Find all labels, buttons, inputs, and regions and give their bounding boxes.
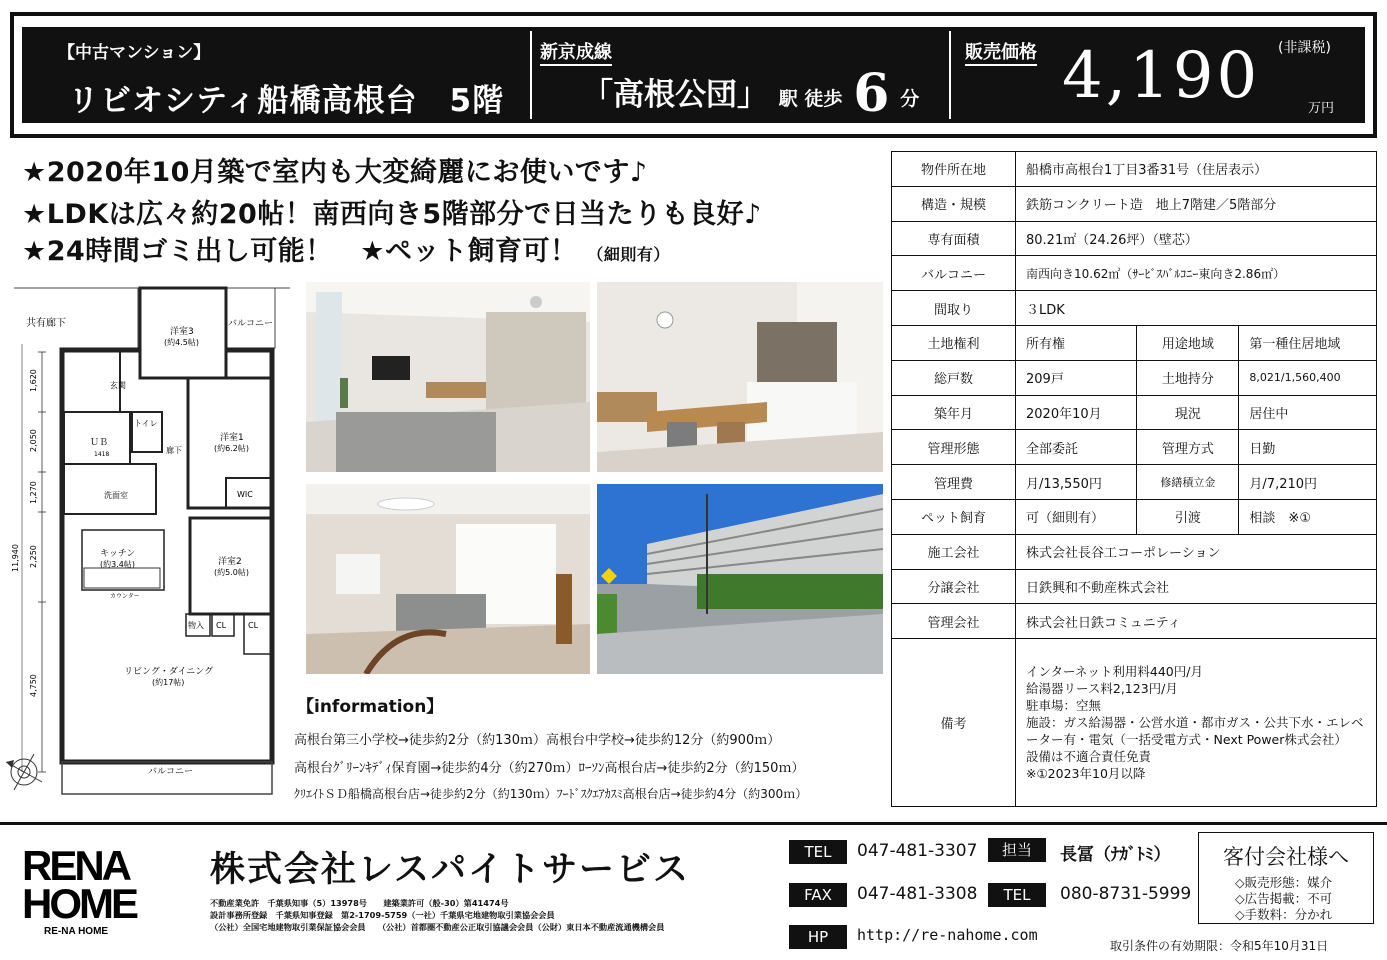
kitchen-label: キッチン: [100, 549, 136, 559]
spec-row: [892, 534, 1377, 569]
agent-notice-line: ◇販売形態：媒介: [1235, 875, 1333, 890]
property-name: リビオシティ船橋高根台 5階: [68, 83, 505, 119]
spec-key: 引渡: [1137, 499, 1239, 534]
spec-row: [892, 152, 1377, 187]
room3-size: (約4.5帖): [164, 338, 199, 347]
info-line: 高根台ｸﾞﾘｰﾝｷﾃﾞｨ保育園→徒歩約4分（約270ｍ）ﾛｰｿﾝ高根台店→徒歩約2分（約150ｍ）: [294, 761, 805, 776]
mobile-tel-number[interactable]: 080-8731-5999: [1060, 884, 1192, 904]
spec-value: 209戸: [1016, 360, 1137, 395]
room2-size: (約5.0帖): [214, 568, 249, 577]
corridor-label: 共有廊下: [26, 318, 66, 329]
ldk-label: リビング・ダイニング: [124, 667, 214, 677]
license-line: （公社）全国宅地建物取引業保証協会会員 （公社）首都圏不動産公正取引協議会会員（公財）東日本不動産流通機構会員: [210, 922, 665, 932]
spec-key: 施工会社: [892, 534, 1016, 569]
room1-size: (約6.2帖): [214, 444, 249, 453]
info-line: 高根台第三小学校→徒歩約2分（約130ｍ）高根台中学校→徒歩約12分（約900ｍ）: [294, 733, 781, 748]
ldk-size: (約17帖): [152, 678, 185, 687]
spec-value: 2020年10月: [1016, 395, 1137, 430]
spec-value: 可（細則有）: [1016, 499, 1137, 534]
spec-row: [892, 604, 1377, 639]
counter-label: カウンター: [110, 593, 140, 600]
spec-value: 船橋市高根台1丁目3番31号（住居表示）: [1016, 152, 1377, 187]
photo-exterior: [597, 484, 883, 674]
wic-label: WIC: [237, 490, 253, 499]
room3-label: 洋室3: [170, 327, 194, 337]
balcony-top-label: バルコニー: [228, 319, 274, 329]
dim-total: 11,940: [11, 544, 20, 572]
price-value: 4,190: [1062, 39, 1261, 113]
spec-row: [892, 465, 1377, 500]
spec-value: 鉄筋コンクリート造 地上7階建／5階部分: [1016, 186, 1377, 221]
spec-key: 物件所在地: [892, 152, 1016, 187]
room1-label: 洋室1: [220, 433, 244, 443]
license-line: 設計事務所登録 千葉県知事登録 第2-1709-5759（一社）千葉県宅地建物取引業協会会員: [210, 910, 555, 920]
compass-icon: [6, 754, 42, 790]
spec-value: 月/7,210円: [1239, 465, 1377, 500]
headline-3: [22, 229, 670, 268]
spec-value: ３LDK: [1016, 291, 1377, 326]
spec-key: バルコニー: [892, 256, 1016, 291]
remarks-line: 給湯器リース料2,123円/月: [1026, 681, 1178, 697]
remarks-cell: [1016, 639, 1377, 807]
spec-key: 分譲会社: [892, 569, 1016, 604]
toilet-label: トイレ: [134, 419, 158, 428]
closet-label: CL: [248, 621, 259, 630]
spec-value: 日鉄興和不動産株式会社: [1016, 569, 1377, 604]
mobile-tel-label: TEL: [988, 883, 1046, 907]
floor-plan: [0, 282, 296, 814]
spec-key: ペット飼育: [892, 499, 1016, 534]
logo-text: RENA: [22, 844, 130, 889]
spec-row: [892, 186, 1377, 221]
spec-row: [892, 360, 1377, 395]
remarks-line: 施設：ガス給湯器・公営水道・都市ガス・公共下水・エレベーター有・電気（一括受電方式・Next Power株式会社）: [1026, 715, 1364, 748]
remarks-line: インターネット利用料440円/月: [1026, 664, 1203, 680]
spec-value: 80.21㎡（24.26坪）（壁芯）: [1016, 221, 1377, 256]
agent-notice-line: ◇手数料：分かれ: [1235, 907, 1333, 922]
spec-key: 管理形態: [892, 430, 1016, 465]
spec-key: 築年月: [892, 395, 1016, 430]
spec-row: [892, 430, 1377, 465]
footer-divider: [0, 822, 1387, 825]
price-label: 販売価格: [965, 38, 1037, 66]
info-title: 【information】: [297, 697, 444, 717]
spec-value: 日勤: [1239, 430, 1377, 465]
headline-3-main: ★24時間ゴミ出し可能！ ★ペット飼育可！: [22, 236, 578, 267]
spec-row: [892, 639, 1377, 807]
fax-number: 047-481-3308: [857, 884, 978, 904]
agent-notice-box: [1198, 832, 1374, 924]
dim-2: 2,050: [29, 429, 38, 452]
photo-dining-kitchen: [597, 282, 883, 472]
spec-key: 修繕積立金: [1137, 465, 1239, 500]
spec-row: [892, 499, 1377, 534]
spec-key: 土地権利: [892, 325, 1016, 360]
agent-notice-line: ◇広告掲載：不可: [1235, 891, 1333, 906]
info-line: ｸﾘｴｲﾄＳＤ船橋高根台店→徒歩約2分（約130ｍ）ﾌｰﾄﾞｽｸｴｱｶｽﾐ高根台店→徒歩約4分（約300ｍ）: [294, 787, 808, 801]
spec-value: 居住中: [1239, 395, 1377, 430]
staff-name: 長冨（ﾅｶﾞﾄﾐ）: [1060, 845, 1171, 865]
remarks-line: 設備は不適合責任免責: [1026, 749, 1152, 765]
validity-note: 取引条件の有効期限：令和5年10月31日: [1110, 939, 1329, 953]
station-suffix: 駅 徒歩: [778, 88, 843, 110]
property-type: 【中古マンション】: [58, 43, 211, 63]
tel-label: TEL: [789, 840, 847, 864]
dim-3: 1,270: [29, 481, 38, 504]
dim-5: 4,750: [29, 674, 38, 697]
spec-key: 備考: [892, 639, 1016, 807]
hp-label: HP: [789, 925, 847, 949]
closet-label: CL: [216, 621, 227, 630]
room2-label: 洋室2: [218, 557, 242, 567]
spec-row: [892, 256, 1377, 291]
spec-key: 管理費: [892, 465, 1016, 500]
spec-row: [892, 325, 1377, 360]
spec-key: 専有面積: [892, 221, 1016, 256]
price-unit: 万円: [1308, 101, 1335, 116]
spec-row: [892, 291, 1377, 326]
spec-key: 用途地域: [1137, 325, 1239, 360]
header-divider: [949, 31, 951, 119]
station-name: 「高根公団」: [582, 77, 768, 113]
headline-3-note: （細則有）: [587, 245, 670, 264]
spec-value: 相談 ※①: [1239, 499, 1377, 534]
train-line-label: 新京成線: [540, 38, 612, 66]
tax-note: (非課税): [1278, 40, 1331, 56]
walk-unit: 分: [900, 88, 920, 110]
station-access: [582, 63, 919, 124]
header-divider: [530, 31, 532, 119]
entrance-label: 玄関: [110, 381, 126, 390]
license-line: 不動産業免許 千葉県知事（5）13978号 建築業許可（般-30）第41474号: [210, 898, 509, 908]
staff-label: 担当: [988, 838, 1046, 862]
logo-subtext: RE-NA HOME: [44, 926, 109, 936]
spec-table: [891, 151, 1377, 807]
header-bar: [22, 27, 1365, 123]
dim-1: 1,620: [29, 369, 38, 392]
spec-row: [892, 395, 1377, 430]
spec-value: 第一種住居地域: [1239, 325, 1377, 360]
spec-value: 8,021/1,560,400: [1239, 360, 1377, 395]
tel-number[interactable]: 047-481-3307: [857, 841, 978, 861]
storage-label: 物入: [188, 621, 204, 630]
spec-value: 株式会社日鉄コミュニティ: [1016, 604, 1377, 639]
remarks-line: 駐車場：空無: [1026, 698, 1102, 714]
walk-minutes: 6: [853, 63, 890, 124]
website-link[interactable]: http://re-nahome.com: [857, 926, 1038, 944]
spec-key: 総戸数: [892, 360, 1016, 395]
spec-key: 管理方式: [1137, 430, 1239, 465]
spec-value: 全部委託: [1016, 430, 1137, 465]
dim-4: 2,250: [29, 545, 38, 568]
spec-key: 現況: [1137, 395, 1239, 430]
company-logo: [22, 844, 167, 936]
spec-value: 株式会社長谷工コーポレーション: [1016, 534, 1377, 569]
wash-label: 洗面室: [104, 491, 128, 500]
fax-label: FAX: [789, 883, 847, 907]
hall-label: 廊下: [166, 446, 182, 455]
spec-key: 構造・規模: [892, 186, 1016, 221]
kitchen-size: (約3.4帖): [100, 560, 135, 569]
spec-key: 間取り: [892, 291, 1016, 326]
agent-notice-title: 客付会社様へ: [1223, 845, 1349, 869]
ub-label: ＵＢ: [90, 438, 109, 448]
spec-value: 月/13,550円: [1016, 465, 1137, 500]
spec-value: 南西向き10.62㎡（ｻｰﾋﾞｽﾊﾞﾙｺﾆｰ東向き2.86㎡）: [1016, 256, 1377, 291]
remarks-line: ※①2023年10月以降: [1026, 766, 1146, 782]
spec-key: 土地持分: [1137, 360, 1239, 395]
ub-size: 1418: [94, 451, 110, 458]
spec-value: 所有権: [1016, 325, 1137, 360]
photo-living: [306, 282, 590, 472]
headline-1: ★2020年10月築で室内も大変綺麗にお使いです♪: [22, 157, 648, 188]
spec-row: [892, 221, 1377, 256]
headline-2: ★LDKは広々約20帖！南西向き5階部分で日当たりも良好♪: [22, 199, 762, 230]
logo-text: HOME: [22, 880, 136, 927]
company-name: 株式会社レスパイトサービス: [210, 849, 690, 890]
spec-row: [892, 569, 1377, 604]
spec-key: 管理会社: [892, 604, 1016, 639]
photo-living-sofa: [306, 484, 590, 674]
balcony-bottom-label: バルコニー: [148, 767, 194, 777]
